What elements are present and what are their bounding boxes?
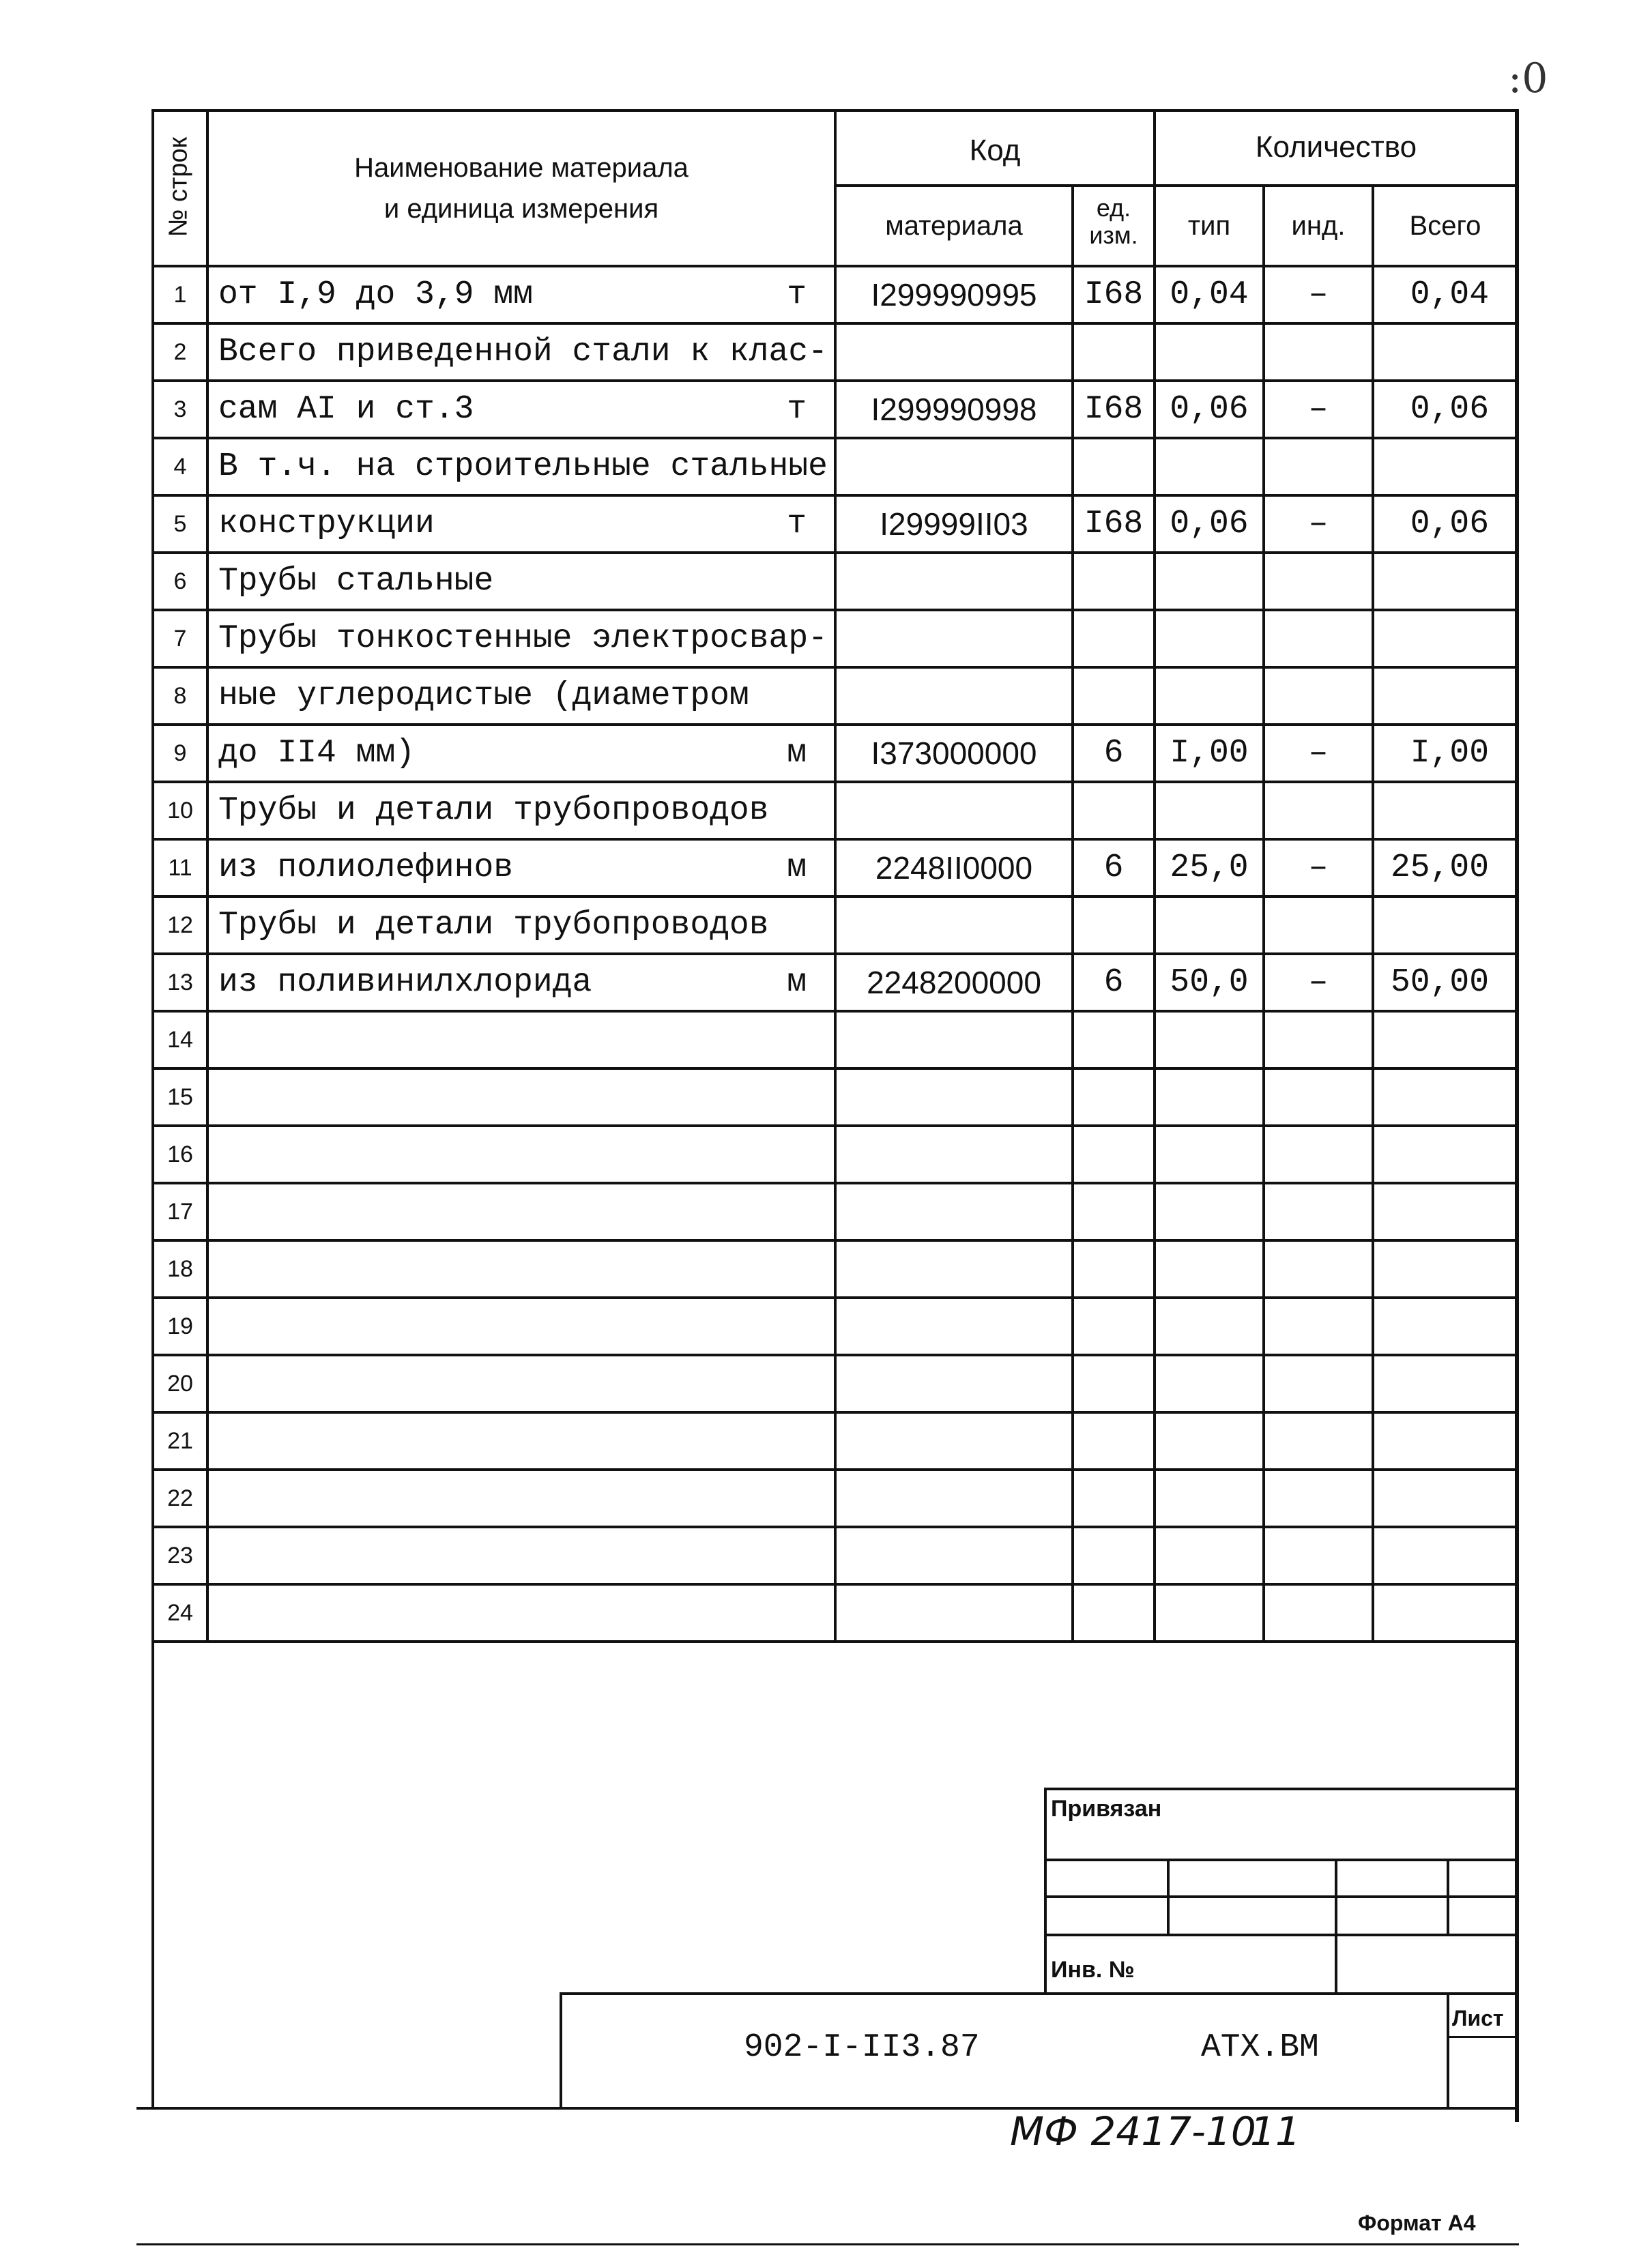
code-unit-header-line2: изм. bbox=[1089, 221, 1138, 249]
qty-type-header: тип bbox=[1187, 211, 1231, 241]
unit-code-cell bbox=[1073, 1412, 1155, 1470]
row-number-cell bbox=[153, 323, 207, 381]
table-row bbox=[153, 438, 1518, 495]
table-row bbox=[153, 495, 1518, 553]
unit-code-cell bbox=[1073, 782, 1155, 839]
qty-type-cell bbox=[1155, 1298, 1264, 1355]
row-number-cell bbox=[153, 1298, 207, 1355]
unit-code-cell bbox=[1073, 610, 1155, 667]
row-number-cell bbox=[153, 1126, 207, 1183]
qty-ind-cell bbox=[1264, 1470, 1373, 1527]
qty-ind-cell bbox=[1264, 782, 1373, 839]
row-number-cell bbox=[153, 1470, 207, 1527]
unit-code: I68 bbox=[1084, 276, 1144, 313]
stamp-col-line-3 bbox=[1447, 1859, 1449, 1936]
qty-type: 25,0 bbox=[1170, 849, 1249, 886]
qty-total-cell bbox=[1373, 1584, 1518, 1642]
qty-ind-cell bbox=[1264, 725, 1373, 782]
qty-type-cell bbox=[1155, 782, 1264, 839]
qty-type: 50,0 bbox=[1170, 964, 1249, 1001]
handwritten-page-number: 11 bbox=[1250, 2108, 1301, 2155]
row-number: 16 bbox=[167, 1141, 193, 1167]
qty-type-cell bbox=[1155, 1355, 1264, 1412]
stamp-col-line-1 bbox=[1167, 1859, 1170, 1936]
sheet-label-line bbox=[1447, 2036, 1519, 2038]
qty-ind-cell bbox=[1264, 266, 1373, 323]
row-number: 20 bbox=[167, 1370, 193, 1397]
qty-ind-cell bbox=[1264, 553, 1373, 610]
row-number-cell bbox=[153, 381, 207, 438]
material-code-cell bbox=[835, 1240, 1073, 1298]
table-row bbox=[153, 839, 1518, 897]
row-number: 5 bbox=[173, 510, 187, 537]
material-code: 2248200000 bbox=[867, 965, 1041, 1000]
qty-total: 0,04 bbox=[1410, 276, 1489, 313]
table-row bbox=[153, 553, 1518, 610]
qty-type-cell bbox=[1155, 1240, 1264, 1298]
frame-bottom-line bbox=[136, 2107, 1519, 2110]
material-name-cell bbox=[207, 1584, 835, 1642]
material-name: Трубы и детали трубопроводов bbox=[218, 792, 769, 829]
code-material-header: материала bbox=[885, 211, 1023, 241]
material-name-cell bbox=[207, 1355, 835, 1412]
qty-ind-cell bbox=[1264, 954, 1373, 1011]
material-name: конструкции bbox=[218, 506, 435, 542]
row-number-cell bbox=[153, 667, 207, 725]
row-number: 21 bbox=[167, 1427, 193, 1454]
table-row bbox=[153, 1298, 1518, 1355]
qty-total-cell bbox=[1373, 438, 1518, 495]
material-name-cell bbox=[207, 1011, 835, 1068]
unit-code-cell bbox=[1073, 839, 1155, 897]
material-name: Трубы стальные bbox=[218, 563, 494, 600]
qty-ind-header: инд. bbox=[1291, 211, 1346, 241]
qty-type-cell bbox=[1155, 1011, 1264, 1068]
material-name-cell bbox=[207, 1527, 835, 1584]
materials-table bbox=[151, 265, 1519, 1643]
material-name: Трубы тонкостенные электросвар- bbox=[218, 620, 828, 657]
unit-label: м bbox=[787, 964, 807, 1001]
qty-ind-cell bbox=[1264, 1126, 1373, 1183]
material-name-cell bbox=[207, 610, 835, 667]
row-number-cell bbox=[153, 610, 207, 667]
qty-type-cell bbox=[1155, 1584, 1264, 1642]
row-number: 10 bbox=[167, 797, 193, 824]
material-name-cell bbox=[207, 495, 835, 553]
qty-type-cell bbox=[1155, 323, 1264, 381]
qty-type-cell bbox=[1155, 610, 1264, 667]
material-code-cell bbox=[835, 839, 1073, 897]
qty-type-cell bbox=[1155, 553, 1264, 610]
material-name: Всего приведенной стали к клас- bbox=[218, 334, 828, 370]
qty-ind-cell bbox=[1264, 1068, 1373, 1126]
row-number: 4 bbox=[173, 453, 187, 480]
qty-total-cell bbox=[1373, 782, 1518, 839]
row-number-cell bbox=[153, 1183, 207, 1240]
unit-code-cell bbox=[1073, 1355, 1155, 1412]
unit-code-cell bbox=[1073, 323, 1155, 381]
qty-total: I,00 bbox=[1410, 735, 1489, 772]
material-code-cell bbox=[835, 610, 1073, 667]
material-name-cell bbox=[207, 954, 835, 1011]
qty-ind-cell bbox=[1264, 1240, 1373, 1298]
row-number-cell bbox=[153, 1068, 207, 1126]
qty-type-cell bbox=[1155, 725, 1264, 782]
qty-type-cell bbox=[1155, 954, 1264, 1011]
qty-total: 50,00 bbox=[1390, 964, 1489, 1001]
material-name-cell bbox=[207, 725, 835, 782]
material-code: I29999II03 bbox=[880, 506, 1028, 542]
qty-total-cell bbox=[1373, 897, 1518, 954]
row-number-cell bbox=[153, 725, 207, 782]
material-name-cell bbox=[207, 1298, 835, 1355]
material-name-cell bbox=[207, 782, 835, 839]
row-number: 19 bbox=[167, 1313, 193, 1339]
qty-total-cell bbox=[1373, 1527, 1518, 1584]
stamp-top-line bbox=[1044, 1788, 1519, 1790]
qty-ind-cell bbox=[1264, 839, 1373, 897]
material-code-cell bbox=[835, 1527, 1073, 1584]
qty-type: 0,06 bbox=[1170, 391, 1249, 428]
unit-code: 6 bbox=[1103, 735, 1124, 772]
qty-ind-cell bbox=[1264, 1584, 1373, 1642]
qty-total-cell bbox=[1373, 1412, 1518, 1470]
table-row bbox=[153, 1355, 1518, 1412]
unit-code-cell bbox=[1073, 495, 1155, 553]
unit-code-cell bbox=[1073, 1183, 1155, 1240]
qty-type-cell bbox=[1155, 266, 1264, 323]
unit-label: т bbox=[787, 276, 807, 313]
unit-code-cell bbox=[1073, 725, 1155, 782]
qty-total-cell bbox=[1373, 839, 1518, 897]
table-row bbox=[153, 1240, 1518, 1298]
row-number-cell bbox=[153, 495, 207, 553]
material-name-cell bbox=[207, 1126, 835, 1183]
unit-code-cell bbox=[1073, 1298, 1155, 1355]
stamp-col-line-2 bbox=[1335, 1859, 1337, 1992]
qty-total-cell bbox=[1373, 553, 1518, 610]
qty-total-cell bbox=[1373, 667, 1518, 725]
table-row bbox=[153, 266, 1518, 323]
material-code-cell bbox=[835, 1011, 1073, 1068]
row-number: 11 bbox=[168, 854, 192, 881]
unit-code: 6 bbox=[1103, 964, 1124, 1001]
material-code-cell bbox=[835, 1584, 1073, 1642]
row-number: 14 bbox=[167, 1026, 193, 1053]
material-name-cell bbox=[207, 1240, 835, 1298]
unit-label: м bbox=[787, 849, 807, 886]
qty-ind: – bbox=[1308, 506, 1329, 542]
format-label: Формат А4 bbox=[1358, 2211, 1476, 2235]
qty-ind-cell bbox=[1264, 495, 1373, 553]
qty-ind-cell bbox=[1264, 1355, 1373, 1412]
qty-type-cell bbox=[1155, 1470, 1264, 1527]
qty-ind: – bbox=[1308, 964, 1329, 1001]
material-name: Трубы и детали трубопроводов bbox=[218, 907, 769, 944]
name-column-header-line1: Наименование материала bbox=[354, 153, 689, 183]
material-name-cell bbox=[207, 381, 835, 438]
row-number-cell bbox=[153, 1355, 207, 1412]
qty-type: I,00 bbox=[1170, 735, 1249, 772]
row-number: 23 bbox=[167, 1542, 193, 1569]
unit-code-cell bbox=[1073, 266, 1155, 323]
qty-ind: – bbox=[1308, 849, 1329, 886]
qty-type: 0,06 bbox=[1170, 506, 1249, 542]
material-name: В т.ч. на строительные стальные bbox=[218, 448, 828, 485]
row-number: 6 bbox=[173, 568, 187, 594]
qty-total-cell bbox=[1373, 954, 1518, 1011]
material-name-cell bbox=[207, 1068, 835, 1126]
document-number: 902-I-II3.87 bbox=[744, 2029, 980, 2066]
qty-type-cell bbox=[1155, 1068, 1264, 1126]
row-number: 18 bbox=[167, 1255, 193, 1282]
material-name: из полиолефинов bbox=[218, 849, 514, 886]
table-row bbox=[153, 1126, 1518, 1183]
material-name-cell bbox=[207, 438, 835, 495]
row-number: 24 bbox=[167, 1599, 193, 1626]
row-number-cell bbox=[153, 1527, 207, 1584]
table-row bbox=[153, 1183, 1518, 1240]
title-block-top-line bbox=[560, 1992, 1519, 1995]
qty-type-cell bbox=[1155, 381, 1264, 438]
unit-code: I68 bbox=[1084, 391, 1144, 428]
document-code: АТХ.ВМ bbox=[1201, 2029, 1319, 2066]
material-name-cell bbox=[207, 323, 835, 381]
table-row bbox=[153, 1470, 1518, 1527]
qty-total-cell bbox=[1373, 725, 1518, 782]
unit-code-cell bbox=[1073, 381, 1155, 438]
row-number: 7 bbox=[173, 625, 187, 652]
table-row bbox=[153, 381, 1518, 438]
table-row bbox=[153, 1011, 1518, 1068]
title-block-sheet-divider bbox=[1447, 1992, 1449, 2108]
code-unit-header-line1: ед. bbox=[1096, 194, 1131, 222]
title-block-left-line bbox=[560, 1992, 562, 2108]
qty-type-cell bbox=[1155, 1126, 1264, 1183]
material-code-cell bbox=[835, 266, 1073, 323]
table-row bbox=[153, 610, 1518, 667]
row-number-cell bbox=[153, 954, 207, 1011]
material-code-cell bbox=[835, 725, 1073, 782]
material-code-cell bbox=[835, 495, 1073, 553]
qty-total-header: Всего bbox=[1409, 211, 1481, 241]
page-corner-mark: :0 bbox=[1508, 55, 1548, 102]
unit-code: 6 bbox=[1103, 849, 1124, 886]
sheet-label: Лист bbox=[1452, 2006, 1504, 2030]
unit-label: м bbox=[787, 735, 807, 772]
table-row bbox=[153, 725, 1518, 782]
table-row bbox=[153, 323, 1518, 381]
table-row bbox=[153, 954, 1518, 1011]
name-column-header-line2: и единица измерения bbox=[383, 194, 659, 224]
row-number: 17 bbox=[167, 1198, 193, 1225]
row-number-header: № строк bbox=[164, 136, 193, 237]
table-row bbox=[153, 1412, 1518, 1470]
qty-total-cell bbox=[1373, 495, 1518, 553]
unit-code-cell bbox=[1073, 1068, 1155, 1126]
row-number: 2 bbox=[173, 338, 187, 365]
qty-type-cell bbox=[1155, 438, 1264, 495]
material-code-cell bbox=[835, 1068, 1073, 1126]
material-code-cell bbox=[835, 1183, 1073, 1240]
code-group-header: Код bbox=[969, 134, 1021, 167]
material-code: I299990998 bbox=[871, 392, 1037, 427]
material-code: I299990995 bbox=[871, 277, 1037, 312]
material-name-cell bbox=[207, 1470, 835, 1527]
unit-code-cell bbox=[1073, 1584, 1155, 1642]
qty-ind-cell bbox=[1264, 1412, 1373, 1470]
material-code-cell bbox=[835, 954, 1073, 1011]
qty-ind-cell bbox=[1264, 667, 1373, 725]
row-number-cell bbox=[153, 839, 207, 897]
bottom-edge-line bbox=[136, 2243, 1519, 2245]
header-subrow-line bbox=[834, 184, 1516, 187]
qty-total-cell bbox=[1373, 1470, 1518, 1527]
row-number-cell bbox=[153, 438, 207, 495]
table-row bbox=[153, 782, 1518, 839]
material-name: от I,9 до 3,9 мм bbox=[218, 276, 533, 313]
row-number: 3 bbox=[173, 396, 187, 422]
linked-label: Привязан bbox=[1051, 1796, 1162, 1822]
qty-type: 0,04 bbox=[1170, 276, 1249, 313]
row-number: 8 bbox=[173, 682, 187, 709]
qty-ind-cell bbox=[1264, 1183, 1373, 1240]
unit-code-cell bbox=[1073, 1011, 1155, 1068]
material-name-cell bbox=[207, 1183, 835, 1240]
material-code-cell bbox=[835, 438, 1073, 495]
qty-type-cell bbox=[1155, 1412, 1264, 1470]
material-code: 2248II0000 bbox=[875, 850, 1033, 886]
material-name: ные углеродистые (диаметром bbox=[218, 678, 749, 714]
material-name: до II4 мм) bbox=[218, 735, 416, 772]
material-code-cell bbox=[835, 667, 1073, 725]
unit-code-cell bbox=[1073, 1240, 1155, 1298]
unit-code-cell bbox=[1073, 553, 1155, 610]
qty-ind-cell bbox=[1264, 1527, 1373, 1584]
qty-ind-cell bbox=[1264, 897, 1373, 954]
qty-total: 0,06 bbox=[1410, 391, 1489, 428]
row-number: 9 bbox=[173, 740, 187, 766]
material-code-cell bbox=[835, 381, 1073, 438]
row-number: 15 bbox=[167, 1083, 193, 1110]
qty-total-cell bbox=[1373, 1068, 1518, 1126]
qty-total: 0,06 bbox=[1410, 506, 1489, 542]
qty-ind-cell bbox=[1264, 323, 1373, 381]
row-number-cell bbox=[153, 553, 207, 610]
material-code: I373000000 bbox=[871, 736, 1037, 771]
qty-ind-cell bbox=[1264, 1298, 1373, 1355]
unit-label: т bbox=[787, 391, 807, 428]
qty-ind-cell bbox=[1264, 438, 1373, 495]
qty-type-cell bbox=[1155, 897, 1264, 954]
unit-code-cell bbox=[1073, 897, 1155, 954]
table-row bbox=[153, 1068, 1518, 1126]
handwritten-reference: МФ 2417-10 bbox=[1010, 2108, 1256, 2155]
row-number-cell bbox=[153, 1240, 207, 1298]
qty-total-cell bbox=[1373, 323, 1518, 381]
unit-code-cell bbox=[1073, 438, 1155, 495]
unit-code-cell bbox=[1073, 1126, 1155, 1183]
qty-ind-cell bbox=[1264, 1011, 1373, 1068]
row-number-cell bbox=[153, 1584, 207, 1642]
qty-ind: – bbox=[1308, 391, 1329, 428]
row-number: 12 bbox=[167, 912, 193, 938]
qty-type-cell bbox=[1155, 495, 1264, 553]
unit-code-cell bbox=[1073, 1470, 1155, 1527]
qty-total-cell bbox=[1373, 266, 1518, 323]
material-name-cell bbox=[207, 839, 835, 897]
table-row bbox=[153, 1527, 1518, 1584]
material-code-cell bbox=[835, 1412, 1073, 1470]
table-row bbox=[153, 1584, 1518, 1642]
stamp-left-line bbox=[1044, 1788, 1047, 1992]
row-number: 22 bbox=[167, 1485, 193, 1511]
qty-total-cell bbox=[1373, 610, 1518, 667]
material-code-cell bbox=[835, 782, 1073, 839]
inventory-label: Инв. № bbox=[1051, 1957, 1135, 1983]
material-name-cell bbox=[207, 667, 835, 725]
material-name-cell bbox=[207, 1412, 835, 1470]
qty-type-cell bbox=[1155, 667, 1264, 725]
material-code-cell bbox=[835, 1470, 1073, 1527]
material-name-cell bbox=[207, 553, 835, 610]
quantity-group-header: Количество bbox=[1255, 130, 1417, 164]
unit-code-cell bbox=[1073, 954, 1155, 1011]
qty-type-cell bbox=[1155, 1527, 1264, 1584]
qty-ind-cell bbox=[1264, 610, 1373, 667]
qty-type-cell bbox=[1155, 839, 1264, 897]
material-code-cell bbox=[835, 897, 1073, 954]
row-number-cell bbox=[153, 266, 207, 323]
row-number: 1 bbox=[173, 281, 187, 308]
qty-ind: – bbox=[1308, 735, 1329, 772]
row-number: 13 bbox=[167, 969, 193, 995]
material-code-cell bbox=[835, 1298, 1073, 1355]
row-number-cell bbox=[153, 897, 207, 954]
header-divider-num bbox=[206, 109, 209, 265]
unit-label: т bbox=[787, 506, 807, 542]
qty-total: 25,00 bbox=[1390, 849, 1489, 886]
row-number-cell bbox=[153, 782, 207, 839]
unit-code-cell bbox=[1073, 667, 1155, 725]
row-number-cell bbox=[153, 1011, 207, 1068]
qty-total-cell bbox=[1373, 1011, 1518, 1068]
qty-ind-cell bbox=[1264, 381, 1373, 438]
qty-total-cell bbox=[1373, 1355, 1518, 1412]
unit-code-cell bbox=[1073, 1527, 1155, 1584]
table-row bbox=[153, 667, 1518, 725]
qty-type-cell bbox=[1155, 1183, 1264, 1240]
material-name: из поливинилхлорида bbox=[218, 964, 592, 1001]
unit-code: I68 bbox=[1084, 506, 1144, 542]
qty-total-cell bbox=[1373, 381, 1518, 438]
material-code-cell bbox=[835, 1126, 1073, 1183]
qty-total-cell bbox=[1373, 1183, 1518, 1240]
qty-total-cell bbox=[1373, 1240, 1518, 1298]
qty-total-cell bbox=[1373, 1298, 1518, 1355]
table-row bbox=[153, 897, 1518, 954]
row-number-cell bbox=[153, 1412, 207, 1470]
material-name: сам AI и ст.3 bbox=[218, 391, 474, 428]
qty-total-cell bbox=[1373, 1126, 1518, 1183]
material-code-cell bbox=[835, 553, 1073, 610]
material-name-cell bbox=[207, 266, 835, 323]
qty-ind: – bbox=[1308, 276, 1329, 313]
material-code-cell bbox=[835, 1355, 1073, 1412]
material-code-cell bbox=[835, 323, 1073, 381]
material-name-cell bbox=[207, 897, 835, 954]
